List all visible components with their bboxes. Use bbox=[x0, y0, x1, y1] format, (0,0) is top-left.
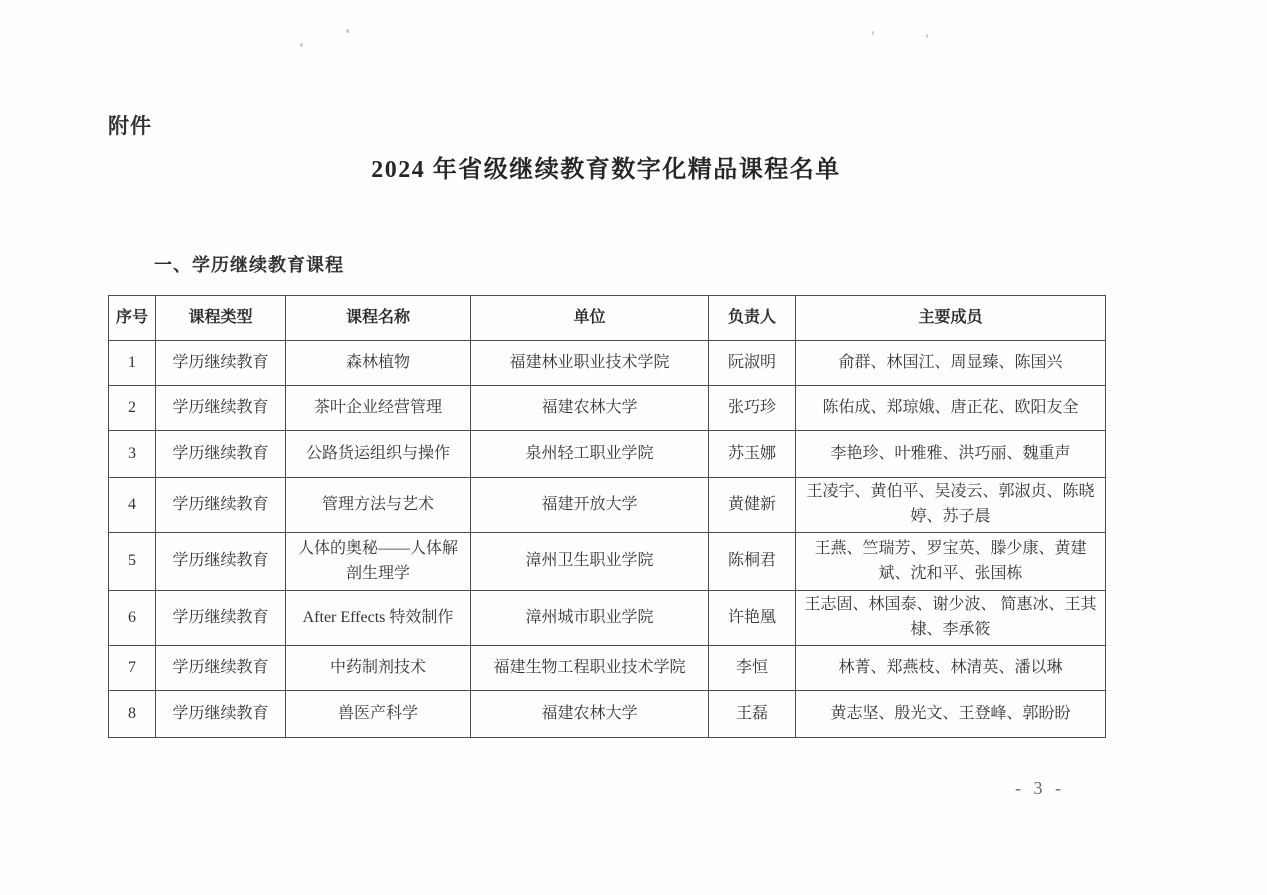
cell-leader: 陈桐君 bbox=[709, 533, 796, 591]
attachment-label: 附件 bbox=[108, 115, 152, 138]
page-number: - 3 - bbox=[1015, 778, 1065, 798]
scan-speck bbox=[300, 43, 303, 47]
cell-members: 王燕、竺瑞芳、罗宝英、滕少康、黄建斌、沈和平、张国栋 bbox=[796, 533, 1106, 591]
cell-members: 王志固、林国泰、谢少波、 简惠冰、王其棣、李承筱 bbox=[796, 591, 1106, 646]
cell-leader: 李恒 bbox=[709, 646, 796, 691]
cell-members: 陈佑成、郑琼娥、唐正花、欧阳友全 bbox=[796, 386, 1106, 431]
cell-seq: 2 bbox=[109, 386, 156, 431]
column-header-leader: 负责人 bbox=[709, 296, 796, 341]
cell-unit: 福建开放大学 bbox=[471, 478, 709, 533]
cell-unit: 福建农林大学 bbox=[471, 691, 709, 738]
cell-members: 李艳珍、叶雅雅、洪巧丽、魏重声 bbox=[796, 431, 1106, 478]
section-heading: 一、学历继续教育课程 bbox=[154, 255, 344, 275]
cell-seq: 7 bbox=[109, 646, 156, 691]
document-title: 2024 年省级继续教育数字化精品课程名单 bbox=[371, 157, 841, 183]
cell-course-name: 中药制剂技术 bbox=[286, 646, 471, 691]
cell-seq: 3 bbox=[109, 431, 156, 478]
cell-seq: 5 bbox=[109, 533, 156, 591]
cell-members: 黄志坚、殷光文、王登峰、郭盼盼 bbox=[796, 691, 1106, 738]
cell-leader: 许艳凰 bbox=[709, 591, 796, 646]
cell-leader: 苏玉娜 bbox=[709, 431, 796, 478]
cell-unit: 漳州卫生职业学院 bbox=[471, 533, 709, 591]
cell-leader: 张巧珍 bbox=[709, 386, 796, 431]
cell-members: 王凌宇、黄伯平、吴凌云、郭淑贞、陈晓婷、苏子晨 bbox=[796, 478, 1106, 533]
cell-course-name: 兽医产科学 bbox=[286, 691, 471, 738]
cell-unit: 漳州城市职业学院 bbox=[471, 591, 709, 646]
table-row bbox=[109, 591, 1106, 646]
cell-unit: 福建林业职业技术学院 bbox=[471, 341, 709, 386]
cell-course-type: 学历继续教育 bbox=[156, 691, 286, 738]
column-header-unit: 单位 bbox=[471, 296, 709, 341]
table-row bbox=[109, 478, 1106, 533]
scan-speck bbox=[872, 31, 874, 35]
cell-course-type: 学历继续教育 bbox=[156, 386, 286, 431]
cell-course-name: 公路货运组织与操作 bbox=[286, 431, 471, 478]
cell-course-type: 学历继续教育 bbox=[156, 341, 286, 386]
cell-seq: 6 bbox=[109, 591, 156, 646]
cell-course-type: 学历继续教育 bbox=[156, 646, 286, 691]
table-row bbox=[109, 533, 1106, 591]
scan-speck bbox=[346, 29, 349, 33]
column-header-members: 主要成员 bbox=[796, 296, 1106, 341]
cell-unit: 福建生物工程职业技术学院 bbox=[471, 646, 709, 691]
cell-unit: 福建农林大学 bbox=[471, 386, 709, 431]
cell-course-type: 学历继续教育 bbox=[156, 431, 286, 478]
cell-seq: 4 bbox=[109, 478, 156, 533]
cell-course-type: 学历继续教育 bbox=[156, 591, 286, 646]
table-row bbox=[109, 431, 1106, 478]
cell-members: 俞群、林国江、周显臻、陈国兴 bbox=[796, 341, 1106, 386]
table-row bbox=[109, 341, 1106, 386]
cell-course-type: 学历继续教育 bbox=[156, 533, 286, 591]
cell-leader: 阮淑明 bbox=[709, 341, 796, 386]
cell-seq: 8 bbox=[109, 691, 156, 738]
course-table bbox=[108, 295, 1106, 738]
scan-speck bbox=[926, 34, 928, 38]
table-row bbox=[109, 646, 1106, 691]
cell-seq: 1 bbox=[109, 341, 156, 386]
column-header-course-type: 课程类型 bbox=[156, 296, 286, 341]
cell-leader: 王磊 bbox=[709, 691, 796, 738]
cell-course-type: 学历继续教育 bbox=[156, 478, 286, 533]
cell-course-name: 管理方法与艺术 bbox=[286, 478, 471, 533]
cell-unit: 泉州轻工职业学院 bbox=[471, 431, 709, 478]
column-header-seq: 序号 bbox=[109, 296, 156, 341]
cell-course-name: After Effects 特效制作 bbox=[286, 591, 471, 646]
table-row bbox=[109, 386, 1106, 431]
cell-course-name: 茶叶企业经营管理 bbox=[286, 386, 471, 431]
cell-course-name: 人体的奥秘——人体解剖生理学 bbox=[286, 533, 471, 591]
column-header-course-name: 课程名称 bbox=[286, 296, 471, 341]
table-header-row bbox=[109, 296, 1106, 341]
cell-members: 林菁、郑燕枝、林清英、潘以琳 bbox=[796, 646, 1106, 691]
cell-course-name: 森林植物 bbox=[286, 341, 471, 386]
table-row bbox=[109, 691, 1106, 738]
cell-leader: 黄健新 bbox=[709, 478, 796, 533]
